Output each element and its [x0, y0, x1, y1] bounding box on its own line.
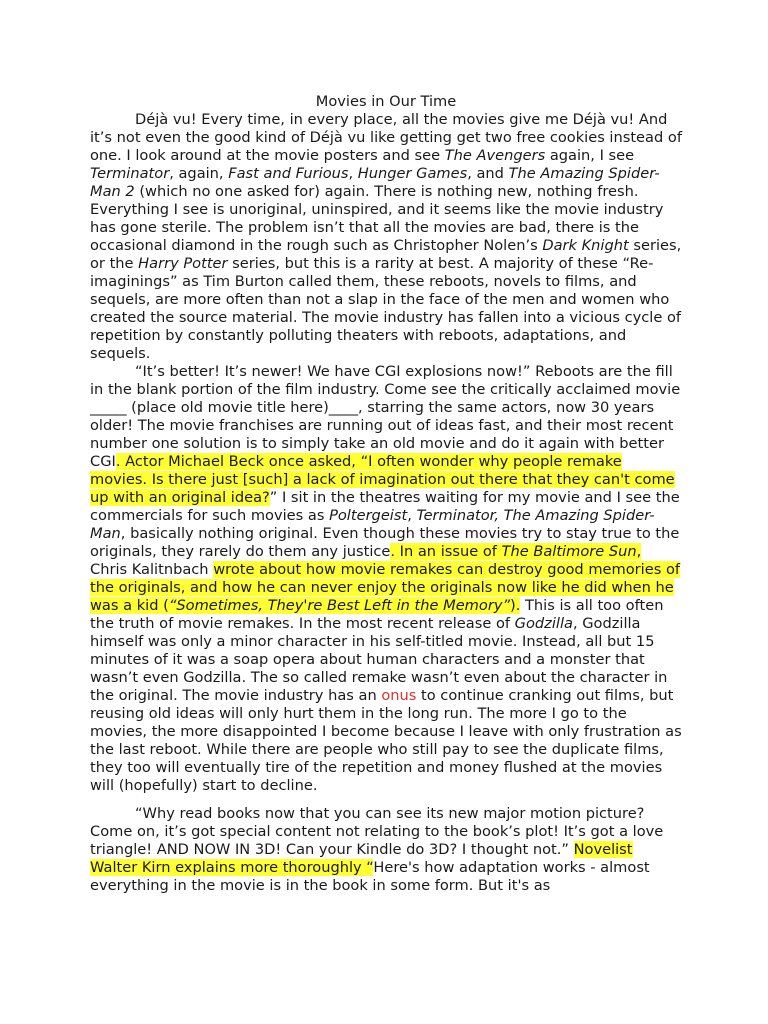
- highlighted-quote: . Actor Michael Beck once asked, “I often wonder why people remake movies. Is there just [such] a lack of imagination out there that they can't come up with an original idea?: [90, 453, 675, 506]
- document-body: [90, 93, 682, 895]
- text-run: . In an issue of: [390, 543, 502, 560]
- text-run: Chris Kalitnbach: [90, 561, 214, 578]
- text-run: to continue cranking out films, but reusing old ideas will only hurt them in the long run. The more I go to the movies, the more disappointed I become because I leave with only frustration as the last reboot. While there are people who still pay to see the duplicate films, they too will eventually tire of the repetition and money flushed at the movies will (hopefully) start to decline.: [90, 687, 682, 794]
- film-title: Harry Potter: [138, 255, 228, 272]
- paragraph-3: [90, 805, 682, 895]
- red-word: onus: [381, 687, 417, 704]
- text-run: ” I sit in the theatres waiting for my movie and I see the commercials for such movies as: [90, 489, 680, 524]
- text-run: Déjà vu! Every time, in every place, all the movies give me Déjà vu! And it’s not even the good kind of Déjà vu like getting get two free cookies instead of one. I look around at the movie posters and see: [90, 111, 682, 164]
- text-run: This is all too often the truth of movie remakes. In the most recent release of: [90, 597, 664, 632]
- text-run: ).: [510, 597, 521, 614]
- film-title: The Avengers: [444, 147, 546, 164]
- text-run: “It’s better! It’s newer! We have CGI explosions now!” Reboots are the fill in the blank portion of the film industry. Come see the critically acclaimed movie _____ (place old movie title here)____, starring the same actors, now 30 years older! The movie franchises are running out of ideas fast, and their most recent number one solution is to simply take an old movie and do it again with better CGI: [90, 363, 681, 470]
- text-run: (which no one asked for) again. There is nothing new, nothing fresh. Everything I see is unoriginal, uninspired, and it seems like the movie industry has gone sterile. The problem isn’t that all the movies are bad, there is the occasional diamond in the rough such as Christopher Nolen’s: [90, 183, 664, 254]
- text-run: wrote about how movie remakes can destroy good memories of the originals, and how he can never enjoy the originals now like he did when he was a kid (: [90, 561, 681, 614]
- text-run: series, but this is a rarity at best. A majority of these “Re-imaginings” as Tim Burton called them, these reboots, novels to films, and sequels, are more often than not a slap in the face of the men and women who created the source material. The movie industry has fallen into a vicious cycle of repetition by constantly polluting theaters with reboots, adaptations, and sequels.: [90, 255, 682, 362]
- film-title: Hunger Games: [357, 165, 468, 182]
- text-run: , Godzilla himself was only a minor character in his self-titled movie. Instead, all but 15 minutes of it was a soap opera about human characters and a monster that wasn’t even Godzilla. The so called remake wasn’t even about the character in the original. The movie industry has an: [90, 615, 668, 704]
- text-run: Here's how adaptation works - almost everything in the movie is in the book in some form. But it's as: [90, 859, 650, 894]
- text-run: , basically nothing original. Even though these movies try to stay true to the originals, they rarely do them any justice: [90, 525, 680, 560]
- text-run: ,: [636, 543, 642, 560]
- text-run: , and: [467, 165, 509, 182]
- film-title: Terminator: [90, 165, 170, 182]
- film-title: Dark Knight: [542, 237, 629, 254]
- film-title: Godzilla: [514, 615, 573, 632]
- film-title: Terminator, The Amazing Spider-Man: [90, 507, 655, 542]
- highlighted-text: Novelist Walter Kirn explains more thoroughly “: [90, 841, 633, 876]
- text-run: series, or the: [90, 237, 682, 272]
- document-title: Movies in Our Time: [315, 93, 457, 110]
- text-run: , again,: [169, 165, 229, 182]
- text-run: ,: [407, 507, 417, 524]
- publication-title: The Baltimore Sun: [501, 543, 637, 560]
- paragraph-2: [90, 363, 682, 795]
- paragraph-1: [90, 111, 682, 363]
- film-title: Fast and Furious: [228, 165, 349, 182]
- film-title: Poltergeist: [329, 507, 408, 524]
- highlighted-text: [390, 543, 641, 560]
- article-title: “Sometimes, They're Best Left in the Memory”: [168, 597, 511, 614]
- film-title: The Amazing Spider-Man 2: [90, 165, 660, 200]
- text-run: ,: [348, 165, 358, 182]
- text-run: again, I see: [545, 147, 635, 164]
- text-run: “Why read books now that you can see its new major motion picture? Come on, it’s got special content not relating to the book’s plot! It’s got a love triangle! AND NOW IN 3D! Can your Kindle do 3D? I thought not.”: [90, 805, 664, 858]
